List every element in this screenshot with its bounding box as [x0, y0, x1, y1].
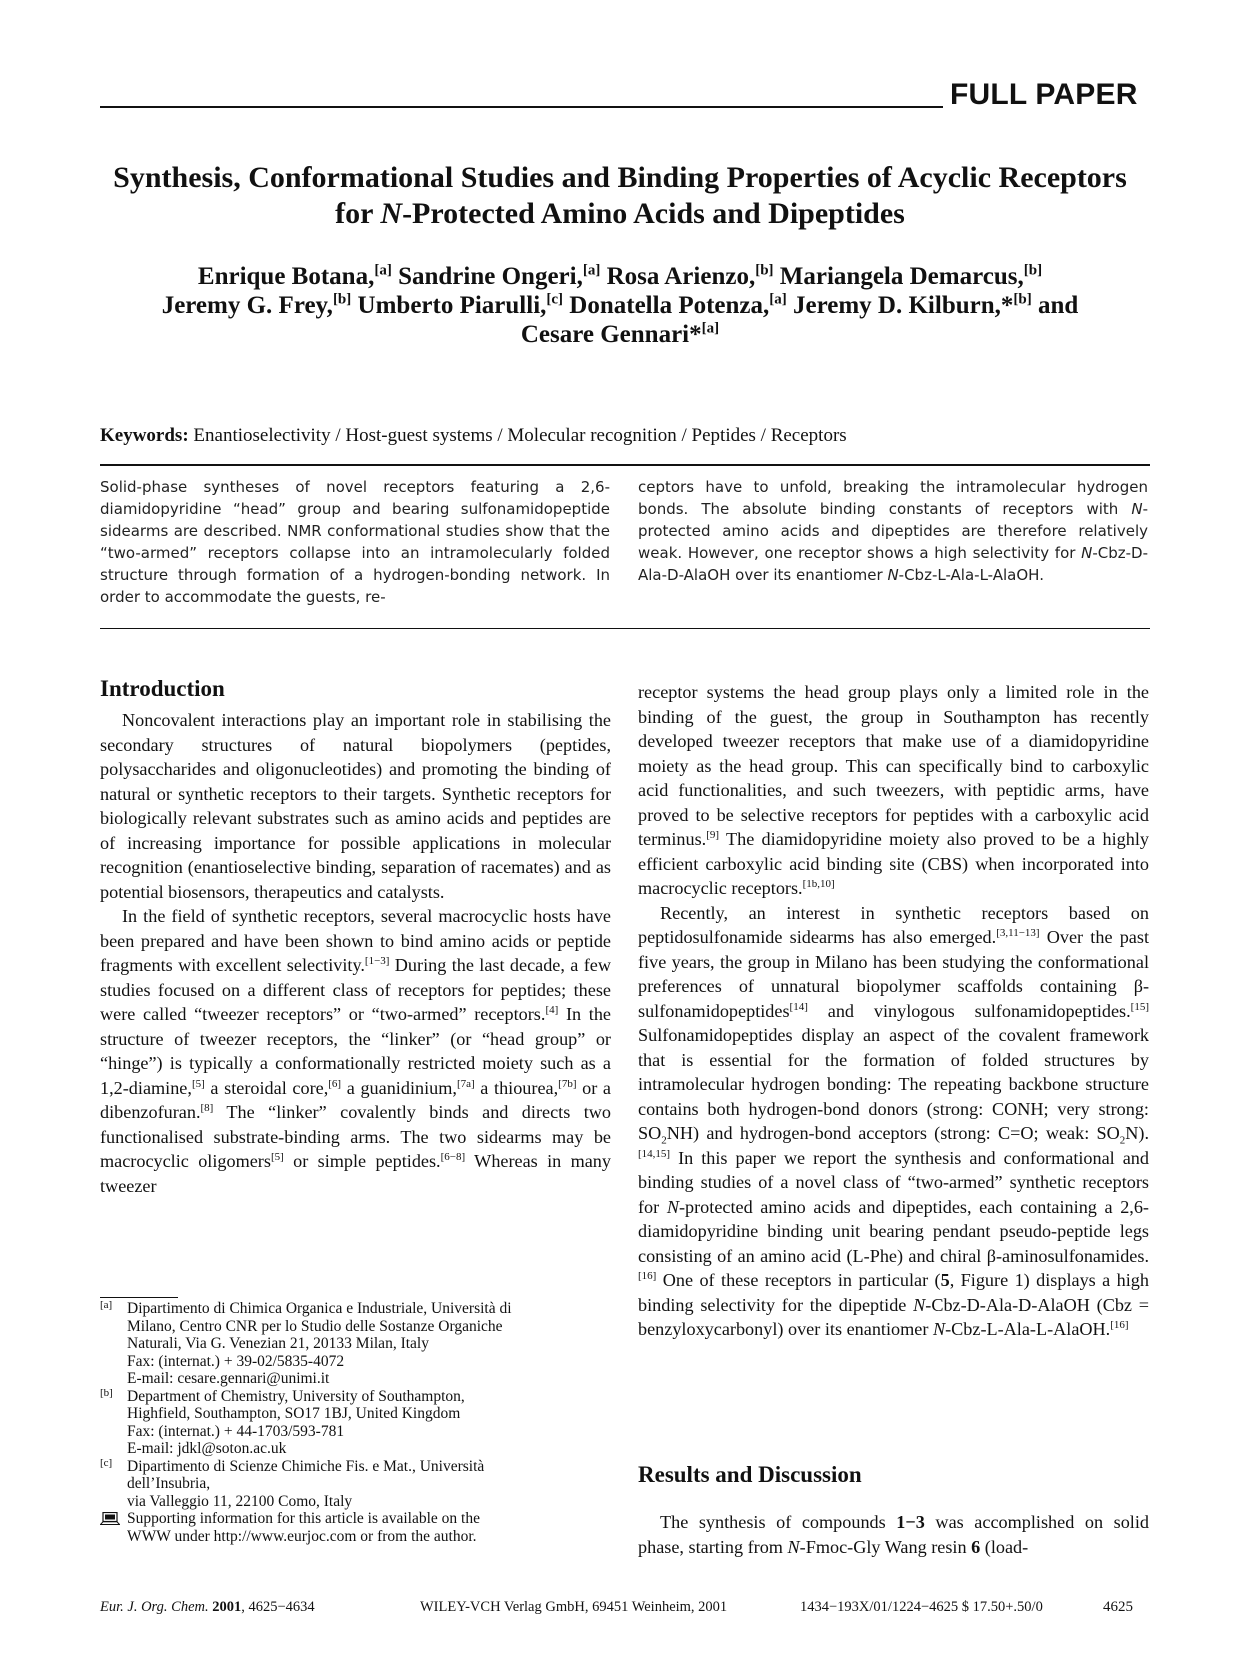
footer-publisher: WILEY-VCH Verlag GmbH, 69451 Weinheim, 2001 — [420, 1599, 728, 1615]
abstract-right: ceptors have to unfold, breaking the intramolecular hydrogen bonds. The absolute binding constants of receptors with N-protected amino acids and dipeptides are therefore relatively weak. However, one receptor shows a high selectivity for N-Cbz-D-Ala-D-AlaOH over its enantiomer N-Cbz-L-Ala-L-AlaOH. — [638, 478, 1148, 584]
author-line-3: Cesare Gennari*[a] — [520, 320, 720, 348]
keywords-text: Enantioselectivity / Host-guest systems / Molecular recognition / Peptides / Receptors — [193, 425, 847, 446]
intro-paragraph-1: Noncovalent interactions play an important role in stabilising the secondary structures of natural biopolymers (peptides, polysaccharides and oligonucleotides) and promoting the binding of natural or synthetic receptors to their targets. Synthetic receptors for biologically relevant substrates such as amino acids and peptides are of increasing importance for possible applications in molecular recognition (enantioselective binding, separation of racemates) and as potential biosensors, therapeutics and catalysts. — [100, 710, 611, 902]
footnote-supporting-info: Supporting information for this article is available on the WWW under http://www.eurjoc.com or from the author. — [100, 1510, 614, 1545]
author: Mariangela Demarcus, — [779, 263, 1024, 290]
results-paragraph-1: The synthesis of compounds 1−3 was accomplished on solid phase, starting from N-Fmoc-Gly Wang resin 6 (load- — [638, 1512, 1150, 1557]
abstract-rule-bottom — [100, 628, 1150, 629]
section-label: FULL PAPER — [950, 78, 1138, 111]
abstract-rule-top — [100, 464, 1150, 466]
author: Jeremy G. Frey, — [161, 292, 333, 319]
footer-citation: Eur. J. Org. Chem. 2001, 4625−4634 — [100, 1599, 315, 1615]
footnote-b: [b] Department of Chemistry, University of Southampton, Highfield, Southampton, SO17 1BJ, United Kingdom Fax: (internat.) + 44-1703/593-781 E-mail: jdkl@soton.ac.uk — [100, 1386, 465, 1457]
author: Sandrine Ongeri, — [398, 263, 583, 290]
keywords-label: Keywords: — [100, 425, 189, 446]
footer-issn: 1434−193X/01/1224−4625 $ 17.50+.50/0 — [800, 1599, 1043, 1615]
affiliation-footnotes — [100, 1300, 614, 1545]
author-list — [90, 262, 1150, 349]
computer-icon — [100, 1512, 120, 1525]
footnote-c: [c] Dipartimento di Scienze Chimiche Fis. e Mat., Università dell’Insubria, via Valleggio 11, 22100 Como, Italy — [100, 1456, 485, 1510]
author-line-2: Jeremy G. Frey,[b] Umberto Piarulli,[c] Donatella Potenza,[a] Jeremy D. Kilburn,*[b] and — [161, 291, 1079, 319]
right-column — [638, 680, 1149, 1342]
author-conjunction: and — [1037, 292, 1079, 319]
keywords — [100, 424, 1150, 448]
header-rule — [100, 106, 943, 108]
title-line-2: for N-Protected Amino Acids and Dipeptides — [335, 197, 905, 230]
author: Jeremy D. Kilburn,* — [793, 292, 1014, 319]
section-heading-introduction: Introduction — [100, 676, 225, 701]
author: Rosa Arienzo, — [606, 263, 756, 290]
paper-title — [90, 160, 1150, 232]
author: Cesare Gennari* — [520, 321, 702, 348]
right-paragraph-2: Recently, an interest in synthetic receptors based on peptidosulfonamide sidearms has also emerged.[3,11−13] Over the past five years, the group in Milano has been studying the conformational preferences of unnatural biopolymer scaffolds containing β-sulfonamidopeptides[14] and vinylogous sulfonamidopeptides.[15] Sulfonamidopeptides display an aspect of the covalent framework that is essential for the formation of folded structures by intramolecular hydrogen bonding: The repeating backbone structure contains both hydrogen-bond donors (strong: CONH; very strong: $SO_2NH$) and hydrogen-bond acceptors (strong: C=O; weak: $SO_2N).[14,15]$ In this paper we report the synthesis and conformational and binding studies of a novel class of “two-armed” synthetic receptors for N-protected amino acids and dipeptides, each containing a 2,6-diamidopyridine binding unit bearing pendant pseudo-peptide legs consisting of an amino acid (L-Phe) and chiral β-aminosulfonamides.[16] One of these receptors in particular (5, Figure 1) displays a high binding selectivity for the dipeptide N-Cbz-D-Ala-D-AlaOH (Cbz = benzyloxycarbonyl) over its enantiomer N-Cbz-L-Ala-L-AlaOH.[16] — [638, 902, 1149, 1339]
author: Donatella Potenza, — [569, 292, 770, 319]
page-number: 4625 — [1103, 1599, 1133, 1615]
abstract-left: Solid-phase syntheses of novel receptors featuring a 2,6-diamidopyridine “head” group and bearing sulfonamidopeptide sidearms are described. NMR conformational studies show that the “two-armed” receptors collapse into an intramolecularly folded structure through formation of a hydrogen-bonding network. In order to accommodate the guests, re- — [100, 478, 610, 606]
results-column — [638, 1510, 1149, 1559]
author: Umberto Piarulli, — [357, 292, 547, 319]
author-line-1: Enrique Botana,[a] Sandrine Ongeri,[a] Rosa Arienzo,[b] Mariangela Demarcus,[b] — [197, 262, 1043, 290]
section-heading-results: Results and Discussion — [638, 1462, 862, 1487]
author: Enrique Botana, — [197, 263, 375, 290]
intro-paragraph-2: In the field of synthetic receptors, several macrocyclic hosts have been prepared and have been shown to bind amino acids or peptide fragments with excellent selectivity.[1−3] During the last decade, a few studies focused on a different class of receptors for peptides; these were called “tweezer receptors” or “two-armed” receptors.[4] In the structure of tweezer receptors, the “linker” (or “head group” or “hinge”) is typically a conformationally restricted moiety such as a 1,2-diamine,[5] a steroidal core,[6] a guanidinium,[7a] a thiourea,[7b] or a dibenzofuran.[8] The “linker” covalently binds and directs two functionalised substrate-binding arms. The two sidearms may be macrocyclic oligomers[5] or simple peptides.[6−8] Whereas in many tweezer — [100, 906, 611, 1196]
footnote-a: [a] Dipartimento di Chimica Organica e Industriale, Università di Milano, Centro CNR per lo Studio delle Sostanze Organiche Naturali, Via G. Venezian 21, 20133 Milan, Italy Fax: (internat.) + 39-02/5835-4072 E-mail: cesare.gennari@unimi.it — [100, 1299, 512, 1387]
right-paragraph-1: receptor systems the head group plays only a limited role in the binding of the guest, the group in Southampton has recently developed tweezer receptors that make use of a diamidopyridine moiety as the head group. This can specifically bind to carboxylic acid functionalities, and such tweezers, with peptidic arms, have proved to be selective receptors for peptides with a carboxylic acid terminus.[9] The diamidopyridine moiety also proved to be a highly efficient carboxylic acid binding site (CBS) when incorporated into macrocyclic receptors.[1b,10] — [638, 682, 1149, 898]
intro-column — [100, 708, 611, 1198]
title-line-1: Synthesis, Conformational Studies and Binding Properties of Acyclic Receptors — [113, 161, 1127, 194]
